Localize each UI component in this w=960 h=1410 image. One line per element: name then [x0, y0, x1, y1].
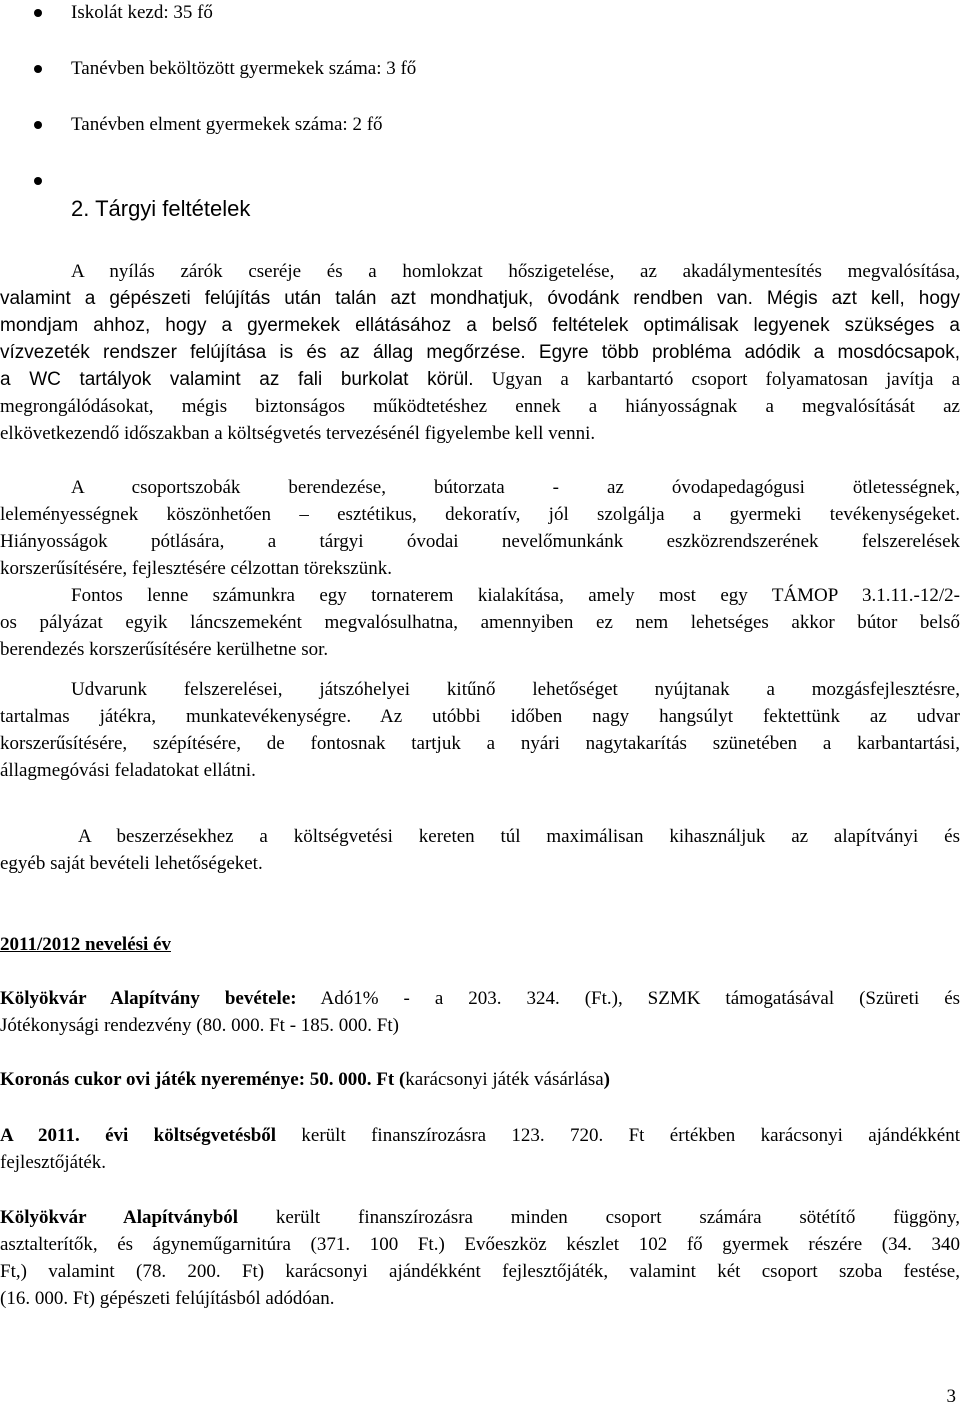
bullet-icon: [34, 121, 42, 129]
paragraph-text: valamint a gépészeti felújítás után talán azt mondhatjuk, óvodánk rendben van. Mégis azt kell, hogy: [0, 288, 960, 309]
paragraph-line: egyéb saját bevételi lehetőségeket.: [0, 853, 263, 874]
paragraph-line: [0, 985, 960, 1012]
paragraph-line: korszerűsítésére, szépítésére, de fontosnak tartjuk a nyári nagytakarítás szünetében a karbantartási,: [0, 733, 960, 754]
funding-text: karácsonyi játék vásárlása: [405, 1069, 604, 1090]
list-item: Tanévben beköltözött gyermekek száma: 3 fő: [71, 58, 417, 79]
bullet-icon: [34, 65, 42, 73]
bullet-icon: [34, 9, 42, 17]
paragraph-line: mondjam ahhoz, hogy a gyermekek ellátásához a belső feltételek optimálisak legyenek szükséges a: [0, 315, 960, 336]
paragraph-line: leleményességnek köszönhetően – esztétikus, dekoratív, jól szolgálja a gyermeki tevékenységeket.: [0, 504, 960, 525]
paragraph-line: [0, 366, 960, 393]
paragraph-line: megrongálódásokat, mégis biztonságos működtetéshez ennek a hiányosságnak a megvalósítását az: [0, 396, 960, 417]
paragraph-line: A beszerzésekhez a költségvetési kereten túl maximálisan kihasználjuk az alapítványi és: [78, 826, 960, 847]
paragraph-line: Fontos lenne számunkra egy tornaterem kialakítása, amely most egy TÁMOP 3.1.11.-12/2-: [71, 585, 960, 606]
paragraph-line: korszerűsítésére, fejlesztésére célzottan törekszünk.: [0, 558, 392, 579]
paragraph-line: Jótékonysági rendezvény (80. 000. Ft - 185. 000. Ft): [0, 1015, 399, 1036]
paragraph-line: állagmegóvási feladatokat ellátni.: [0, 760, 256, 781]
funding-text: Adó1% - a 203. 324. (Ft.), SZMK támogatásával (Szüreti és: [320, 988, 960, 1009]
list-item: Tanévben elment gyermekek száma: 2 fő: [71, 114, 383, 135]
bullet-icon: [34, 177, 42, 185]
funding-label: A 2011. évi költségvetésből: [0, 1125, 277, 1146]
paragraph-line: asztalterítők, és ágyneműgarnitúra (371. 100 Ft.) Evőeszköz készlet 102 fő gyermek részére (34. 340: [0, 1234, 960, 1255]
paragraph-line: fejlesztőjáték.: [0, 1152, 107, 1173]
paragraph-line: (16. 000. Ft) gépészeti felújításból adódóan.: [0, 1288, 335, 1309]
paragraph-line: os pályázat egyik láncszemeként megvalósulhatna, amennyiben ez nem lehetséges akkor bútor belső: [0, 612, 960, 633]
paragraph-line: berendezés korszerűsítésére kerülhetne sor.: [0, 639, 329, 660]
paragraph-line: A csoportszobák berendezése, bútorzata - az óvodapedagógusi ötletességnek,: [71, 477, 960, 498]
funding-item: [0, 1066, 610, 1093]
year-heading-text: 2011/2012 nevelési év: [0, 934, 171, 955]
funding-label: Koronás cukor ovi játék nyereménye: 50. 000. Ft (: [0, 1069, 406, 1090]
paragraph-line: Udvarunk felszerelései, játszóhelyei kitűnő lehetőséget nyújtanak a mozgásfejlesztésre,: [71, 679, 960, 700]
paragraph-line: A nyílás zárók cseréje és a homlokzat hőszigetelése, az akadálymentesítés megvalósítása,: [71, 261, 960, 282]
funding-label-end: ): [603, 1069, 610, 1090]
paragraph-line: [0, 1122, 960, 1149]
paragraph-line: [0, 285, 960, 312]
paragraph-text: a WC tartályok valamint az fali burkolat körül.: [0, 369, 474, 390]
year-heading: [0, 931, 171, 958]
funding-label: Kölyökvár Alapítvány bevétele:: [0, 988, 297, 1009]
funding-text: került finanszírozásra minden csoport számára sötétítő függöny,: [275, 1207, 960, 1228]
list-item: Iskolát kezd: 35 fő: [71, 2, 213, 23]
section-heading: 2. Tárgyi feltételek: [71, 196, 251, 221]
paragraph-line: vízvezeték rendszer felújítása is és az állag megőrzése. Egyre több probléma adódik a mosdócsapok,: [0, 342, 960, 363]
paragraph-line: [0, 1204, 960, 1231]
paragraph-line: Hiányosságok pótlására, a tárgyi óvodai nevelőmunkánk eszközrendszerének felszerelések: [0, 531, 960, 552]
paragraph-text: Ugyan a karbantartó csoport folyamatosan javítja a: [491, 369, 960, 390]
paragraph-line: tartalmas játékra, munkatevékenységre. Az utóbbi időben nagy hangsúlyt fektettünk az udvar: [0, 706, 960, 727]
page-number: 3: [946, 1386, 956, 1407]
funding-label: Kölyökvár Alapítványból: [0, 1207, 239, 1228]
funding-text: került finanszírozásra 123. 720. Ft értékben karácsonyi ajándékként: [301, 1125, 960, 1146]
paragraph-line: Ft,) valamint (78. 200. Ft) karácsonyi ajándékként fejlesztőjáték, valamint két csoport szoba festése,: [0, 1261, 960, 1282]
paragraph-line: elkövetkezendő időszakban a költségvetés tervezésénél figyelembe kell venni.: [0, 423, 596, 444]
